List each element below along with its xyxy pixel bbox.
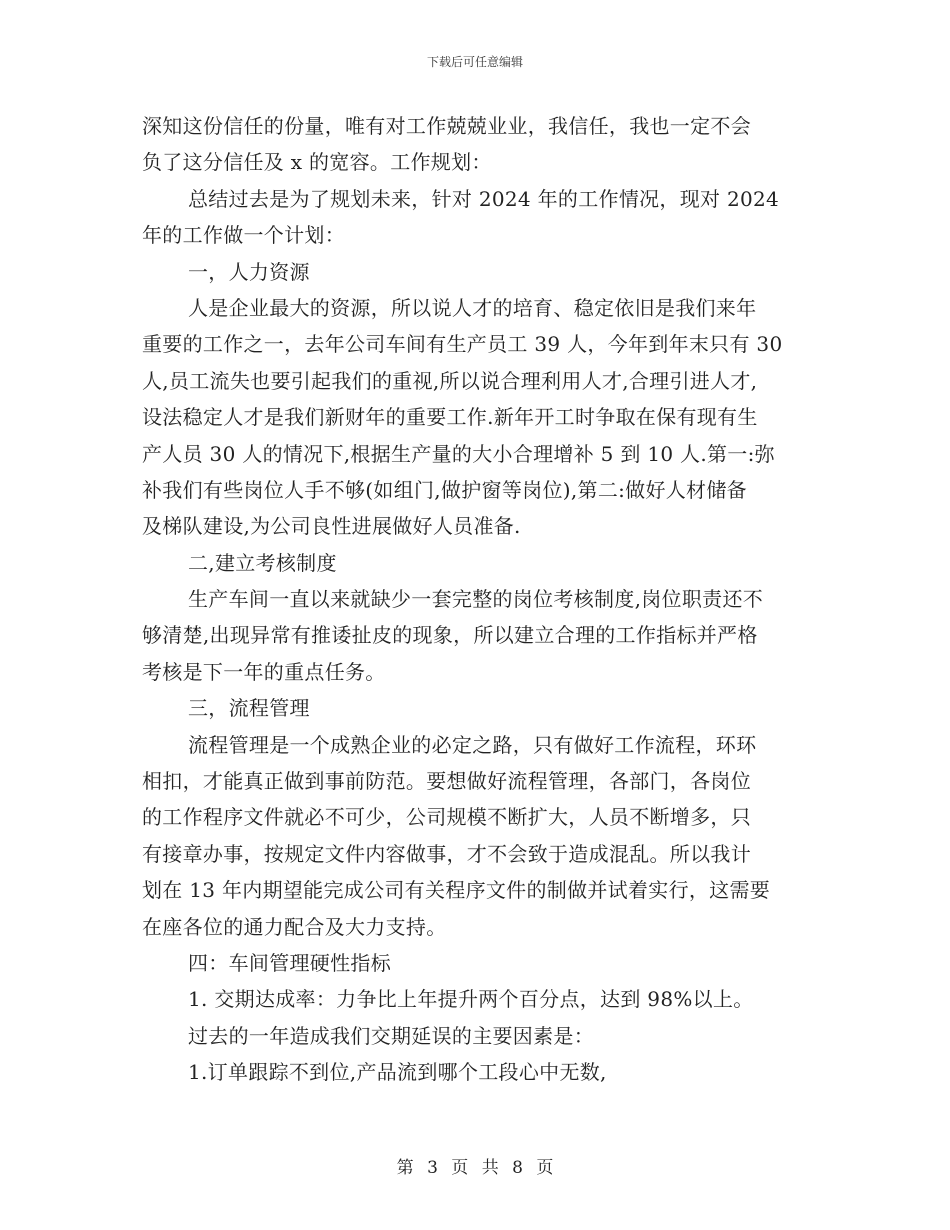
body-line: 1. 交期达成率：力争比上年提升两个百分点，达到 98%以上。 [188, 987, 754, 1012]
body-line: 年的工作做一个计划： [142, 223, 345, 248]
body-line: 负了这分信任及 x 的宽容。工作规划： [142, 150, 492, 175]
body-line: 考核是下一年的重点任务。 [142, 659, 386, 684]
body-line: 够清楚,出现异常有推诿扯皮的现象，所以建立合理的工作指标并严格 [142, 623, 758, 648]
body-line: 设法稳定人才是我们新财年的重要工作.新年开工时争取在保有现有生 [142, 405, 758, 430]
section-heading: 三，流程管理 [188, 696, 310, 721]
body-line: 1.订单跟踪不到位,产品流到哪个工段心中无数, [188, 1060, 607, 1085]
page-label-prefix: 第 [396, 1158, 414, 1178]
body-line: 相扣，才能真正做到事前防范。要想做好流程管理，各部门，各岗位 [142, 769, 751, 794]
body-line: 过去的一年造成我们交期延误的主要因素是： [188, 1023, 594, 1048]
page-label-mid: 页 [451, 1158, 469, 1178]
body-line: 人,员工流失也要引起我们的重视,所以说合理利用人才,合理引进人才, [142, 368, 758, 393]
body-line: 生产车间一直以来就缺少一套完整的岗位考核制度,岗位职责还不 [188, 587, 764, 612]
document-body [142, 108, 812, 1091]
page-label-total: 共 [481, 1158, 499, 1178]
total-pages-number: 8 [512, 1158, 523, 1178]
section-heading: 四：车间管理硬性指标 [188, 950, 391, 975]
body-line: 有接章办事，按规定文件内容做事，才不会致于造成混乱。所以我计 [142, 841, 751, 866]
body-line: 及梯队建设,为公司良性进展做好人员准备. [142, 514, 521, 539]
current-page-number: 3 [427, 1158, 438, 1178]
section-heading: 一，人力资源 [188, 259, 310, 284]
body-line: 总结过去是为了规划未来，针对 2024 年的工作情况，现对 2024 [188, 186, 780, 211]
body-line: 深知这份信任的份量，唯有对工作兢兢业业，我信任，我也一定不会 [142, 114, 751, 138]
body-line: 流程管理是一个成熟企业的必定之路，只有做好工作流程，环环 [188, 732, 757, 757]
page-footer [0, 1153, 950, 1178]
section-heading: 二,建立考核制度 [188, 550, 337, 575]
body-line: 在座各位的通力配合及大力支持。 [142, 914, 447, 939]
page-label-suffix: 页 [536, 1158, 554, 1178]
body-line: 的工作程序文件就必不可少，公司规模不断扩大，人员不断增多，只 [142, 805, 751, 830]
page-header: 下载后可任意编辑 [426, 55, 523, 69]
body-line: 重要的工作之一，去年公司车间有生产员工 39 人，今年到年末只有 30 [142, 332, 783, 357]
body-line: 产人员 30 人的情况下,根据生产量的大小合理增补 5 到 10 人.第一:弥 [142, 441, 775, 466]
body-line: 人是企业最大的资源，所以说人才的培育、稳定依旧是我们来年 [188, 295, 757, 320]
body-line: 划在 13 年内期望能完成公司有关程序文件的制做并试着实行，这需要 [142, 878, 771, 903]
body-line: 补我们有些岗位人手不够(如组门,做护窗等岗位),第二:做好人材储备 [142, 477, 747, 502]
